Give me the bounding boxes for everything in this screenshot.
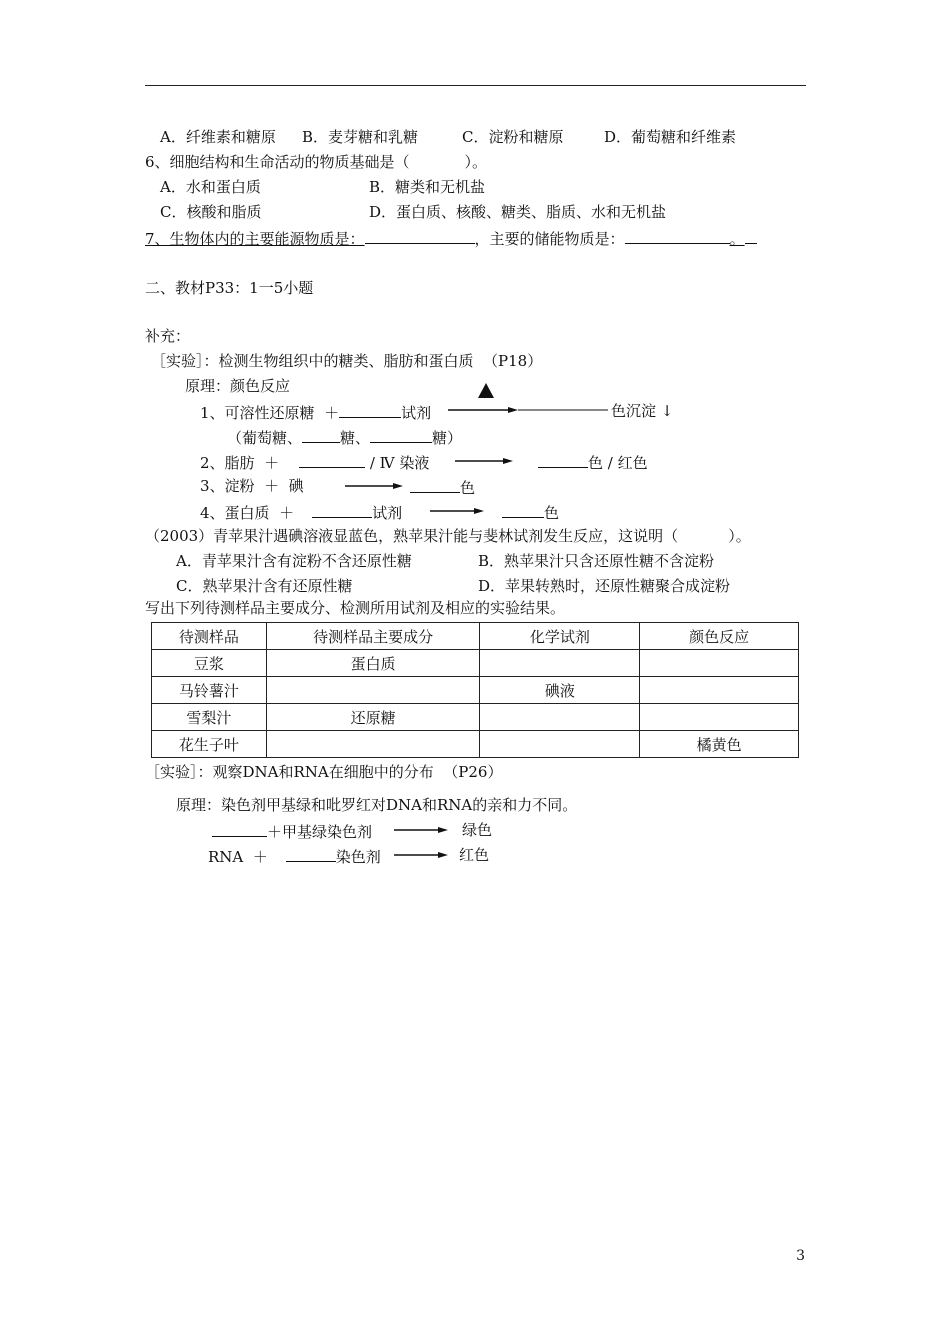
table-cell: 马铃薯汁: [152, 677, 267, 704]
q5-option-d: D．葡萄糖和纤维素: [604, 128, 737, 146]
arrow-icon: [455, 454, 515, 468]
exp2-reaction-1: ＋甲基绿染色剂: [212, 820, 372, 842]
table-cell: 还原糖: [266, 704, 480, 731]
exp1-reaction-4: 4、蛋白质 ＋ 试剂: [200, 501, 402, 523]
q5-option-a: A．纤维素和糖原: [160, 128, 276, 146]
q2003-option-b: B．熟苹果汁只含还原性糖不含淀粉: [478, 552, 715, 570]
q2003-option-c: C．熟苹果汁含有还原性糖: [176, 577, 353, 595]
table-cell: 蛋白质: [266, 650, 480, 677]
exp1-principle: 原理：颜色反应: [185, 377, 291, 395]
exp2-reaction-2: RNA ＋ 染色剂: [208, 845, 381, 867]
table-row: [152, 731, 799, 758]
heat-arrow-icon: [448, 381, 618, 415]
table-cell: 豆浆: [152, 650, 267, 677]
table-cell: [266, 677, 480, 704]
precipitate-arrow-icon: ↓: [656, 402, 674, 420]
exp1-reaction-1-result: 色沉淀 ↓: [611, 402, 674, 420]
exp1-reaction-1-sub: （葡萄糖、 糖、 糖）: [227, 426, 462, 448]
table-intro: 写出下列待测样品主要成分、检测所用试剂及相应的实验结果。: [145, 599, 566, 617]
table-cell: [480, 704, 640, 731]
sample-table: [151, 622, 799, 758]
q6-option-d: D．蛋白质、核酸、糖类、脂质、水和无机盐: [369, 203, 667, 221]
exp1-reaction-4-result: 色: [502, 501, 559, 523]
q2003-stem: （2003）青苹果汁遇碘溶液显蓝色，熟苹果汁能与斐林试剂发生反应，这说明（ ）。: [145, 527, 751, 545]
header-rule: [145, 85, 806, 86]
arrow-icon: [430, 504, 490, 518]
arrow-icon: [345, 479, 405, 493]
table-cell: [480, 650, 640, 677]
arrow-icon: [394, 848, 454, 862]
table-cell: [640, 650, 799, 677]
q2003-option-d: D．苹果转熟时，还原性糖聚合成淀粉: [478, 577, 731, 595]
exp2-reaction-2-result: 红色: [459, 846, 490, 864]
exp2-title: ［实验］：观察DNA和RNA在细胞中的分布 （P26）: [145, 763, 503, 781]
exp2-principle: 原理：染色剂甲基绿和吡罗红对DNA和RNA的亲和力不同。: [176, 796, 578, 814]
table-header-cell: 颜色反应: [640, 623, 799, 650]
exp2-reaction-1-result: 绿色: [462, 821, 493, 839]
section-2-heading: 二、教材P33：1一5小题: [145, 279, 314, 297]
q6-option-c: C．核酸和脂质: [160, 203, 262, 221]
q5-option-c: C．淀粉和糖原: [462, 128, 564, 146]
supplement-heading: 补充：: [145, 327, 191, 345]
arrow-icon: [394, 823, 454, 837]
table-cell: 雪梨汁: [152, 704, 267, 731]
table-row: [152, 650, 799, 677]
q2003-option-a: A．青苹果汁含有淀粉不含还原性糖: [176, 552, 412, 570]
table-cell: [640, 677, 799, 704]
q6-option-b: B．糖类和无机盐: [369, 178, 486, 196]
table-header-cell: 化学试剂: [480, 623, 640, 650]
exp1-reaction-2: 2、脂肪 ＋ / Ⅳ 染液: [200, 451, 429, 473]
table-row: [152, 704, 799, 731]
table-cell: 花生子叶: [152, 731, 267, 758]
table-cell: 碘液: [480, 677, 640, 704]
table-cell: 橘黄色: [640, 731, 799, 758]
table-row: [152, 677, 799, 704]
table-cell: [480, 731, 640, 758]
exp1-reaction-3: 3、淀粉 ＋ 碘: [200, 477, 304, 495]
exp1-reaction-1: 1、可溶性还原糖 ＋ 试剂: [200, 401, 431, 423]
table-cell: [266, 731, 480, 758]
table-header-cell: 待测样品主要成分: [266, 623, 480, 650]
page-number: 3: [796, 1248, 805, 1264]
table-header-row: [152, 623, 799, 650]
table-cell: [640, 704, 799, 731]
q5-option-b: B．麦芽糖和乳糖: [302, 128, 419, 146]
exp1-reaction-3-result: 色: [410, 476, 475, 498]
q7-blank-2: [625, 227, 730, 244]
q6-stem: 6、细胞结构和生命活动的物质基础是（ ）。: [145, 153, 488, 171]
exp1-reaction-2-result: 色 / 红色: [538, 451, 648, 473]
q7-blank-1: [365, 227, 475, 244]
exp1-title: ［实验］：检测生物组织中的糖类、脂肪和蛋白质 （P18）: [151, 352, 543, 370]
q7-line: 7、生物体内的主要能源物质是： ，主要的储能物质是： 。: [145, 227, 757, 249]
q6-option-a: A．水和蛋白质: [160, 178, 261, 196]
table-header-cell: 待测样品: [152, 623, 267, 650]
